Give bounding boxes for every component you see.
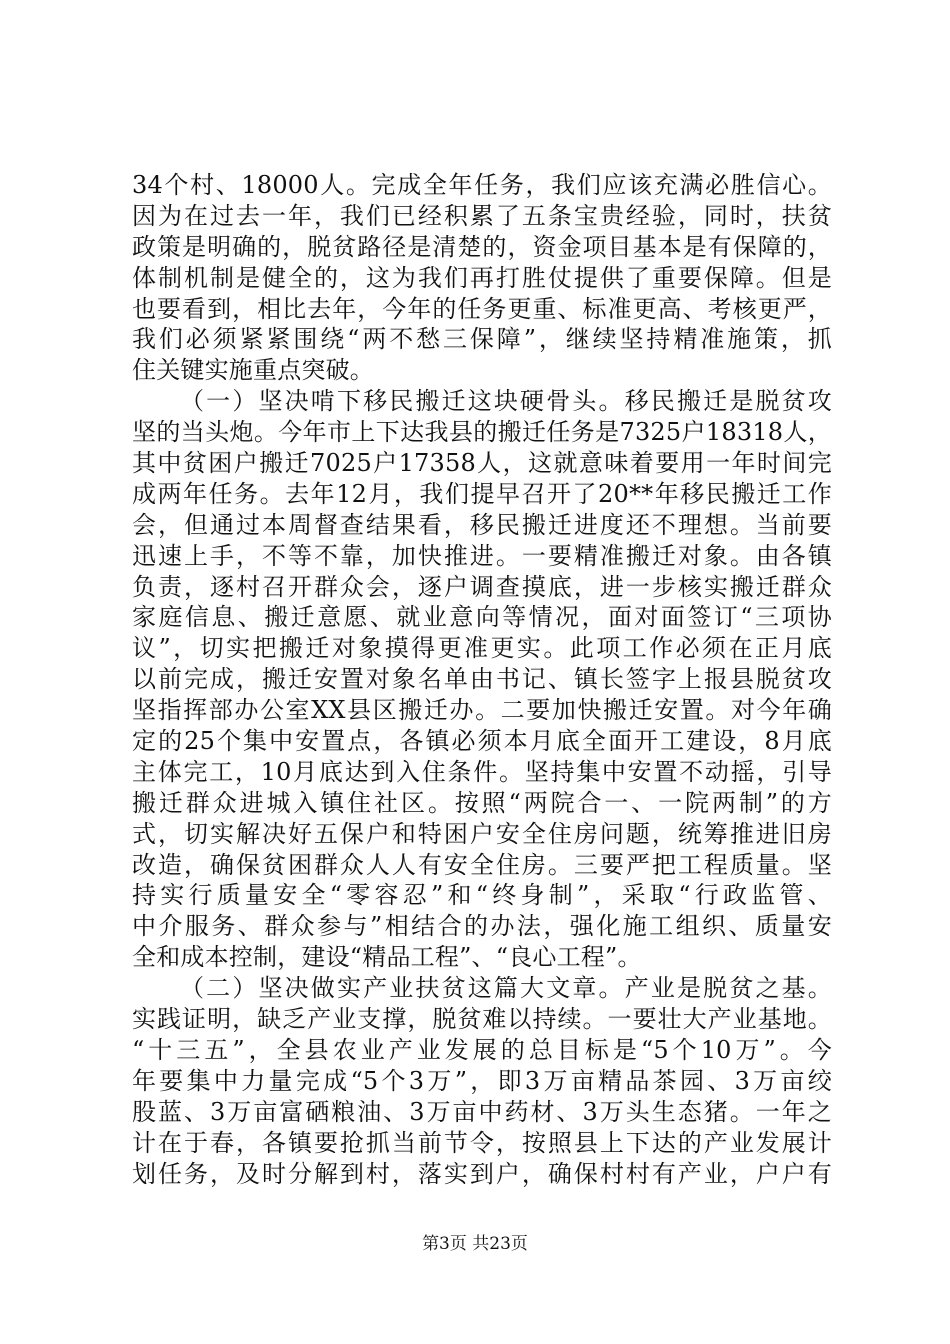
text-line: 住关键实施重点突破。 [132,356,374,385]
text-line: 负责，逐村召开群众会，逐户调查摸底，进一步核实搬迁群众 [132,572,832,601]
text-line: 股蓝、3万亩富硒粮油、3万亩中药材、3万头生态猪。一年之 [132,1097,832,1126]
text-line: 因为在过去一年，我们已经积累了五条宝贵经验，同时，扶贫 [132,201,832,230]
text-line: 全和成本控制，建设“精品工程”、“良心工程”。 [132,943,642,972]
text-line: 搬迁群众进城入镇住社区。按照“两院合一、一院两制”的方 [132,788,832,817]
body-text [132,170,832,1189]
page-number-footer: 第3页 共23页 [422,1234,528,1254]
text-line: 坚的当头炮。今年市上下达我县的搬迁任务是7325户18318人， [132,418,832,447]
text-line: 改造，确保贫困群众人人有安全住房。三要严把工程质量。坚 [132,850,832,879]
section-heading-line: （一）坚决啃下移民搬迁这块硬骨头。移民搬迁是脱贫攻 [180,387,832,416]
text-line: 也要看到，相比去年，今年的任务更重、标准更高、考核更严， [132,294,832,323]
text-line: 持实行质量安全“零容忍”和“终身制”，采取“行政监管、 [132,881,832,910]
text-line: 其中贫困户搬迁7025户17358人，这就意味着要用一年时间完 [132,449,832,478]
text-line: 我们必须紧紧围绕“两不愁三保障”，继续坚持精准施策，抓 [132,325,832,354]
text-line: 议”，切实把搬迁对象摸得更准更实。此项工作必须在正月底 [132,634,832,663]
text-line: 划任务，及时分解到村，落实到户，确保村村有产业，户户有 [132,1159,832,1188]
text-line: 主体完工，10月底达到入住条件。坚持集中安置不动摇，引导 [132,757,832,786]
text-line: 成两年任务。去年12月，我们提早召开了20**年移民搬迁工作 [132,479,832,508]
text-line: 计在于春，各镇要抢抓当前节令，按照县上下达的产业发展计 [132,1128,832,1157]
section-heading-line: （二）坚决做实产业扶贫这篇大文章。产业是脱贫之基。 [180,974,832,1003]
text-line: 中介服务、群众参与”相结合的办法，强化施工组织、质量安 [132,912,832,941]
text-line: 坚指挥部办公室XX县区搬迁办。二要加快搬迁安置。对今年确 [132,696,832,725]
text-line: 会，但通过本周督查结果看，移民搬迁进度还不理想。当前要 [132,510,832,539]
text-line: 政策是明确的，脱贫路径是清楚的，资金项目基本是有保障的， [132,232,832,261]
text-line: 定的25个集中安置点，各镇必须本月底全面开工建设，8月底 [132,727,832,756]
text-line: “十三五”，全县农业产业发展的总目标是“5个10万”。今 [132,1035,832,1064]
text-line: 式，切实解决好五保户和特困户安全住房问题，统筹推进旧房 [132,819,832,848]
text-line: 家庭信息、搬迁意愿、就业意向等情况，面对面签订“三项协 [132,603,832,632]
text-line: 实践证明，缺乏产业支撑，脱贫难以持续。一要壮大产业基地。 [132,1005,832,1034]
text-line: 年要集中力量完成“5个3万”，即3万亩精品茶园、3万亩绞 [132,1066,832,1095]
text-line: 体制机制是健全的，这为我们再打胜仗提供了重要保障。但是 [132,263,832,292]
text-line: 迅速上手，不等不靠，加快推进。一要精准搬迁对象。由各镇 [132,541,832,570]
text-line: 以前完成，搬迁安置对象名单由书记、镇长签字上报县脱贫攻 [132,665,832,694]
text-line: 34个村、18000人。完成全年任务，我们应该充满必胜信心。 [132,171,832,199]
